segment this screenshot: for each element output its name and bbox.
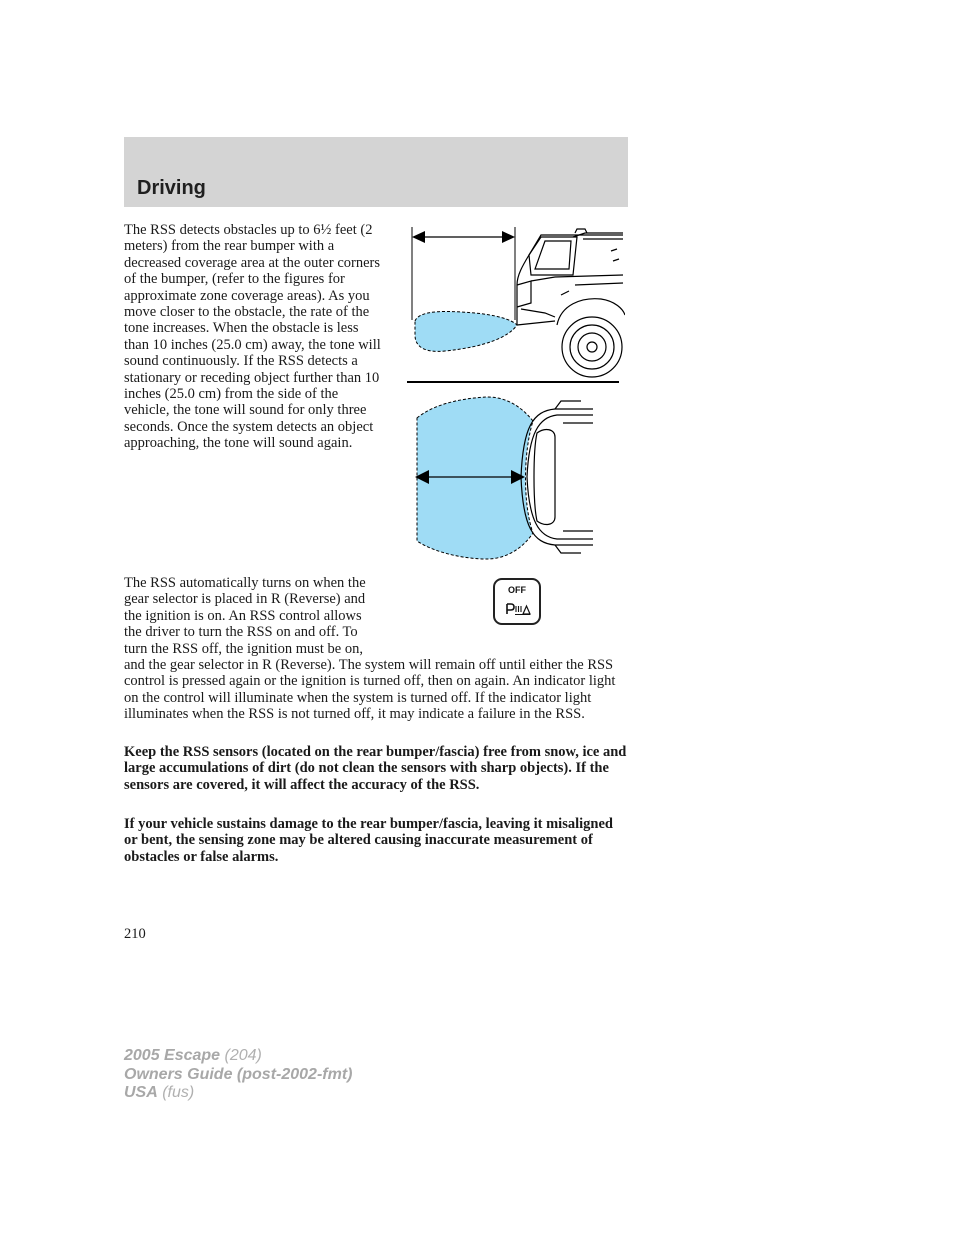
paragraph-detection-range: The RSS detects obstacles up to 6½ feet (2 meters) from the rear bumper with a decreased coverage area at the outer corners of the bumper, (refer to the figures for approximate zone coverage areas). As you move closer to the obstacle, the rate of the tone increases. When the obstacle is less than 10 inches (25.0 cm) away, the tone will sound continuously. If the RSS detects a stationary or receding object further than 10 inches (25.0 cm) from the side of the vehicle, the tone will sound for only three seconds. Once the system detects an object approaching, the tone will sound again. [124,222,381,452]
top-view-coverage-figure [405,393,605,568]
footer-doc-info [124,1047,352,1103]
footer-model-code: (204) [220,1047,262,1064]
footer-market-code: (fus) [157,1084,195,1101]
footer-model: 2005 Escape [124,1047,221,1064]
footer-guide: Owners Guide (post-2002-fmt) [124,1065,353,1083]
paragraph-rss-control-text: The RSS automatically turns on when the gear selector is placed in R (Reverse) and the ignition is on. An RSS control allows the driver to turn the RSS on and off. To turn the RSS off, the ignition must be on, and the gear selector in R (Reverse). The system will remain off until either the RSS control is pressed again or the ignition is turned off, then on again. An indicator light on the control will illuminate when the system is turned off. If the indicator light illuminates when the RSS is not turned off, it may indicate a failure in the RSS. [124,575,616,723]
paragraph-rss-control [124,575,628,723]
footer-market: USA [124,1084,158,1101]
side-view-coverage-figure [405,225,625,387]
section-title: Driving [137,177,206,199]
warning-keep-sensors-clean: Keep the RSS sensors (located on the rear bumper/fascia) free from snow, ice and large accumulations of dirt (do not clean the sensors with sharp objects). If the sensors are covered, it will affect the accuracy of the RSS. [124,744,627,793]
rss-off-label: OFF [508,585,526,595]
page-number: 210 [124,926,146,942]
warning-bumper-damage: If your vehicle sustains damage to the rear bumper/fascia, leaving it misaligned or bent, the sensing zone may be altered causing inaccurate measurement of obstacles or false alarms. [124,816,613,865]
